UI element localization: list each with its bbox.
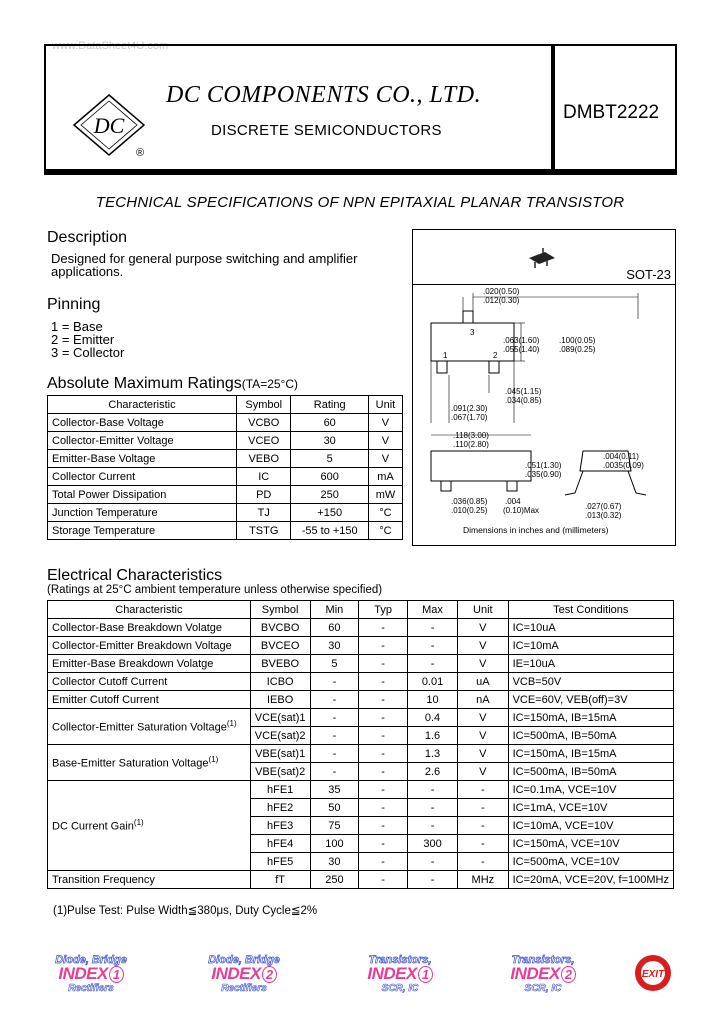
logo-index-number: 1	[109, 966, 124, 983]
elec-min: 100	[310, 835, 359, 853]
elec-cond: IE=10uA	[508, 655, 673, 673]
elec-characteristic: Collector-Base Breakdown Volatge	[48, 619, 251, 637]
absmax-rating: 60	[291, 414, 368, 432]
logo-index-text	[46, 966, 136, 983]
table-row	[48, 637, 674, 655]
elec-col-conditions: Test Conditions	[508, 601, 673, 619]
pin-2: 2 = Emitter	[51, 332, 115, 347]
index-logo-2[interactable]	[199, 955, 319, 995]
absmax-rating: 5	[291, 450, 368, 468]
elec-sym: IEBO	[250, 691, 310, 709]
absmax-symbol: VCBO	[237, 414, 291, 432]
elec-unit: MHz	[458, 871, 508, 889]
elec-sym: ICBO	[250, 673, 310, 691]
logo-bottom-text: SCR, IC	[524, 983, 562, 994]
description-heading: Description	[47, 229, 128, 246]
elec-min: -	[310, 709, 359, 727]
elec-unit: nA	[458, 691, 508, 709]
elec-sym: fT	[250, 871, 310, 889]
header-divider	[551, 46, 555, 173]
elec-sym: hFE4	[250, 835, 310, 853]
absmax-condition: (TA=25°C)	[241, 377, 299, 391]
table-row	[48, 673, 674, 691]
elec-cond: IC=10mA, VCE=10V	[508, 817, 673, 835]
dim-19: .004	[505, 497, 521, 506]
table-row	[48, 468, 403, 486]
elec-col-typ: Typ	[359, 601, 408, 619]
dim-5: .100(0.05)	[559, 336, 596, 345]
elec-min: 30	[310, 853, 359, 871]
elec-min: -	[310, 745, 359, 763]
elec-sym: VCE(sat)2	[250, 727, 310, 745]
table-row	[48, 486, 403, 504]
company-name: DC COMPONENTS CO., LTD.	[166, 82, 482, 108]
absmax-col-unit: Unit	[368, 396, 402, 414]
absmax-unit: mA	[368, 468, 402, 486]
dim-20: (0.10)Max	[503, 506, 540, 515]
elec-characteristic: Collector Cutoff Current	[48, 673, 251, 691]
index-logo-3[interactable]	[355, 955, 475, 995]
elec-sym: hFE3	[250, 817, 310, 835]
logo-index-text	[498, 966, 588, 983]
sot23-chip-icon	[523, 244, 563, 274]
footnote-ref: (1)	[226, 719, 237, 729]
elec-typ: -	[359, 709, 408, 727]
elec-unit: -	[458, 799, 508, 817]
description-line-1: Designed for general purpose switching and amplifier	[51, 251, 358, 266]
absmax-characteristic: Collector-Base Voltage	[48, 414, 237, 432]
absmax-rating: +150	[291, 504, 368, 522]
elec-unit: V	[458, 637, 508, 655]
elec-cond: VCB=50V	[508, 673, 673, 691]
absmax-rating: -55 to +150	[291, 522, 368, 540]
elec-characteristic: Emitter Cutoff Current	[48, 691, 251, 709]
elec-min: 5	[310, 655, 359, 673]
elec-max: 2.6	[407, 763, 457, 781]
elec-typ: -	[359, 727, 408, 745]
absmax-characteristic: Collector-Emitter Voltage	[48, 432, 237, 450]
absmax-header-row	[48, 396, 403, 414]
elec-typ: -	[359, 835, 408, 853]
elec-typ: -	[359, 745, 408, 763]
dim-14: .035(0.90)	[525, 470, 562, 479]
elec-sym: BVEBO	[250, 655, 310, 673]
elec-sym: hFE1	[250, 781, 310, 799]
absmax-rating: 30	[291, 432, 368, 450]
elec-characteristic: Collector-Emitter Breakdown Voltage	[48, 637, 251, 655]
division-name: DISCRETE SEMICONDUCTORS	[211, 122, 442, 139]
absmax-col-characteristic: Characteristic	[48, 396, 237, 414]
logo-index-word: INDEX	[510, 964, 560, 983]
elec-max: -	[407, 781, 457, 799]
absmax-col-rating: Rating	[291, 396, 368, 414]
elec-sym: hFE2	[250, 799, 310, 817]
elec-typ: -	[359, 817, 408, 835]
table-row	[48, 691, 674, 709]
group-label: DC Current Gain	[52, 820, 134, 833]
elec-typ: -	[359, 619, 408, 637]
elec-heading: Electrical Characteristics	[47, 567, 223, 584]
table-row	[48, 522, 403, 540]
absmax-characteristic: Emitter-Base Voltage	[48, 450, 237, 468]
elec-max: -	[407, 871, 457, 889]
elec-min: -	[310, 727, 359, 745]
elec-cond: IC=150mA, IB=15mA	[508, 745, 673, 763]
elec-col-symbol: Symbol	[250, 601, 310, 619]
elec-max: -	[407, 619, 457, 637]
elec-sym: VBE(sat)2	[250, 763, 310, 781]
absmax-symbol: VCEO	[237, 432, 291, 450]
dim-1: .020(0.50)	[483, 287, 520, 296]
elec-min: -	[310, 673, 359, 691]
elec-typ: -	[359, 655, 408, 673]
elec-sym: BVCBO	[250, 619, 310, 637]
elec-cond: IC=0.1mA, VCE=10V	[508, 781, 673, 799]
elec-cond: IC=1mA, VCE=10V	[508, 799, 673, 817]
elec-characteristic: Emitter-Base Breakdown Volatge	[48, 655, 251, 673]
absmax-unit: V	[368, 432, 402, 450]
elec-min: -	[310, 691, 359, 709]
elec-cond: IC=500mA, IB=50mA	[508, 763, 673, 781]
package-name: SOT-23	[626, 267, 671, 282]
absmax-unit: mW	[368, 486, 402, 504]
elec-unit: V	[458, 655, 508, 673]
absmax-characteristic: Storage Temperature	[48, 522, 237, 540]
elec-unit: -	[458, 817, 508, 835]
pin-1: 1 = Base	[51, 319, 103, 334]
pin3-label: 3	[470, 328, 475, 337]
absmax-symbol: TJ	[237, 504, 291, 522]
dim-13: .051(1.30)	[525, 461, 562, 470]
dim-21: .027(0.67)	[585, 502, 622, 511]
part-number: DMBT2222	[563, 102, 660, 123]
absmax-characteristic: Junction Temperature	[48, 504, 237, 522]
dim-18: .010(0.25)	[451, 506, 488, 515]
elec-max: -	[407, 655, 457, 673]
elec-max: 0.4	[407, 709, 457, 727]
elec-sym: VCE(sat)1	[250, 709, 310, 727]
pin-3: 3 = Collector	[51, 345, 125, 360]
absmax-symbol: PD	[237, 486, 291, 504]
elec-min: 75	[310, 817, 359, 835]
dim-22: .013(0.32)	[585, 511, 622, 520]
dim-6: .089(0.25)	[559, 345, 596, 354]
dim-8: .034(0.85)	[505, 396, 542, 405]
elec-col-characteristic: Characteristic	[48, 601, 251, 619]
absmax-rating: 250	[291, 486, 368, 504]
logo-top-text: Transistors,	[511, 954, 575, 966]
group-label: Base-Emitter Saturation Voltage	[52, 757, 209, 770]
elec-min: -	[310, 763, 359, 781]
elec-max: 0.01	[407, 673, 457, 691]
elec-cond: IC=10mA	[508, 637, 673, 655]
elec-max: -	[407, 817, 457, 835]
elec-subheading: (Ratings at 25°C ambient temperature unless otherwise specified)	[47, 584, 383, 596]
dim-10: .067(1.70)	[451, 413, 488, 422]
elec-sym: VBE(sat)1	[250, 745, 310, 763]
description-line-2: applications.	[51, 264, 124, 279]
elec-unit: V	[458, 763, 508, 781]
dim-11: .118(3.00)	[453, 431, 489, 440]
package-dimension-drawing	[412, 283, 676, 546]
group-label: Collector-Emitter Saturation Voltage	[52, 721, 227, 734]
dim-12: .110(2.80)	[453, 440, 489, 449]
logo-bottom-text: SCR, IC	[381, 983, 419, 994]
elec-typ: -	[359, 673, 408, 691]
dc-logo-icon	[64, 90, 154, 160]
logo-index-number: 2	[561, 966, 576, 983]
table-row	[48, 450, 403, 468]
dim-15: .004(0.11)	[603, 452, 639, 461]
elec-cond: IC=10uA	[508, 619, 673, 637]
dim-7: .045(1.15)	[505, 387, 542, 396]
elec-characteristic: Transition Frequency	[48, 871, 251, 889]
elec-max: 10	[407, 691, 457, 709]
absmax-unit: V	[368, 450, 402, 468]
elec-max: -	[407, 799, 457, 817]
registered-mark: ®	[135, 147, 145, 159]
absmax-table	[47, 395, 403, 540]
pin2-label: 2	[493, 351, 498, 360]
elec-max: -	[407, 637, 457, 655]
absmax-symbol: IC	[237, 468, 291, 486]
logo-index-text	[199, 966, 289, 983]
elec-unit: V	[458, 709, 508, 727]
elec-cond: VCE=60V, VEB(off)=3V	[508, 691, 673, 709]
header-box	[44, 44, 677, 175]
elec-unit: V	[458, 745, 508, 763]
elec-sym: hFE5	[250, 853, 310, 871]
elec-min: 60	[310, 619, 359, 637]
logo-top-text: Diode, Bridge	[208, 954, 280, 966]
elec-typ: -	[359, 871, 408, 889]
elec-characteristic-group	[48, 709, 251, 745]
elec-min: 250	[310, 871, 359, 889]
exit-icon[interactable]	[632, 952, 674, 994]
elec-col-unit: Unit	[458, 601, 508, 619]
dim-9: .091(2.30)	[451, 404, 488, 413]
elec-table	[47, 600, 674, 889]
table-row	[48, 619, 674, 637]
elec-unit: -	[458, 835, 508, 853]
exit-label: EXIT	[641, 969, 665, 980]
dim-4: .055(1.40)	[503, 345, 540, 354]
logo-index-word: INDEX	[367, 964, 417, 983]
absmax-characteristic: Collector Current	[48, 468, 237, 486]
elec-cond: IC=150mA, VCE=10V	[508, 835, 673, 853]
dim-2: .012(0.30)	[483, 296, 520, 305]
elec-min: 35	[310, 781, 359, 799]
logo-top-text: Transistors,	[368, 954, 432, 966]
absmax-col-symbol: Symbol	[237, 396, 291, 414]
elec-typ: -	[359, 637, 408, 655]
absmax-unit: °C	[368, 522, 402, 540]
elec-col-max: Max	[407, 601, 457, 619]
table-row	[48, 414, 403, 432]
index-logo-4[interactable]	[498, 955, 618, 995]
elec-header-row	[48, 601, 674, 619]
elec-min: 30	[310, 637, 359, 655]
elec-typ: -	[359, 853, 408, 871]
dim-17: .036(0.85)	[451, 497, 488, 506]
elec-unit: -	[458, 781, 508, 799]
absmax-characteristic: Total Power Dissipation	[48, 486, 237, 504]
footnote-ref: (1)	[208, 755, 219, 765]
elec-characteristic-group	[48, 745, 251, 781]
elec-typ: -	[359, 763, 408, 781]
pin1-label: 1	[443, 351, 448, 360]
elec-max: -	[407, 853, 457, 871]
elec-cond: IC=150mA, IB=15mA	[508, 709, 673, 727]
logo-index-number: 1	[418, 966, 433, 983]
elec-cond: IC=500mA, VCE=10V	[508, 853, 673, 871]
footnote-ref: (1)	[133, 818, 144, 828]
elec-sym: BVCEO	[250, 637, 310, 655]
absmax-symbol: TSTG	[237, 522, 291, 540]
dim-3: .063(1.60)	[503, 336, 540, 345]
logo-index-word: INDEX	[58, 964, 108, 983]
table-row	[48, 432, 403, 450]
logo-letters: DC	[93, 113, 125, 138]
logo-bottom-text: Rectifiers	[221, 983, 267, 994]
logo-index-number: 2	[262, 966, 277, 983]
elec-max: 300	[407, 835, 457, 853]
table-row	[48, 504, 403, 522]
table-row	[48, 709, 674, 727]
absmax-heading	[47, 375, 298, 393]
elec-characteristic-group	[48, 781, 251, 871]
pinning-heading: Pinning	[47, 296, 101, 313]
elec-max: 1.3	[407, 745, 457, 763]
logo-index-word: INDEX	[211, 964, 261, 983]
elec-cond: IC=500mA, IB=50mA	[508, 727, 673, 745]
elec-unit: -	[458, 853, 508, 871]
logo-top-text: Diode, Bridge	[55, 954, 127, 966]
dimension-note: Dimensions in inches and (millimeters)	[463, 525, 609, 535]
table-row	[48, 745, 674, 763]
header-bottom-bar	[46, 169, 675, 173]
absmax-unit: V	[368, 414, 402, 432]
elec-cond: IC=20mA, VCE=20V, f=100MHz	[508, 871, 673, 889]
table-row	[48, 871, 674, 889]
pulse-footnote: (1)Pulse Test: Pulse Width≦380μs, Duty Cycle≦2%	[53, 905, 318, 917]
elec-unit: V	[458, 727, 508, 745]
watermark: www.DataSheet4U.com	[52, 40, 169, 52]
package-photo-box	[412, 229, 676, 285]
absmax-symbol: VEBO	[237, 450, 291, 468]
table-row	[48, 781, 674, 799]
absmax-title: Absolute Maximum Ratings	[47, 375, 242, 392]
index-logo-1[interactable]	[46, 955, 166, 995]
absmax-rating: 600	[291, 468, 368, 486]
dim-16: .0035(0.09)	[603, 461, 644, 470]
dimension-svg	[413, 283, 675, 545]
elec-typ: -	[359, 799, 408, 817]
absmax-unit: °C	[368, 504, 402, 522]
elec-typ: -	[359, 691, 408, 709]
elec-typ: -	[359, 781, 408, 799]
table-row	[48, 655, 674, 673]
logo-index-text	[355, 966, 445, 983]
logo-bottom-text: Rectifiers	[68, 983, 114, 994]
elec-unit: uA	[458, 673, 508, 691]
elec-max: 1.6	[407, 727, 457, 745]
elec-col-min: Min	[310, 601, 359, 619]
elec-unit: V	[458, 619, 508, 637]
elec-min: 50	[310, 799, 359, 817]
doc-title: TECHNICAL SPECIFICATIONS OF NPN EPITAXIAL PLANAR TRANSISTOR	[95, 194, 625, 211]
